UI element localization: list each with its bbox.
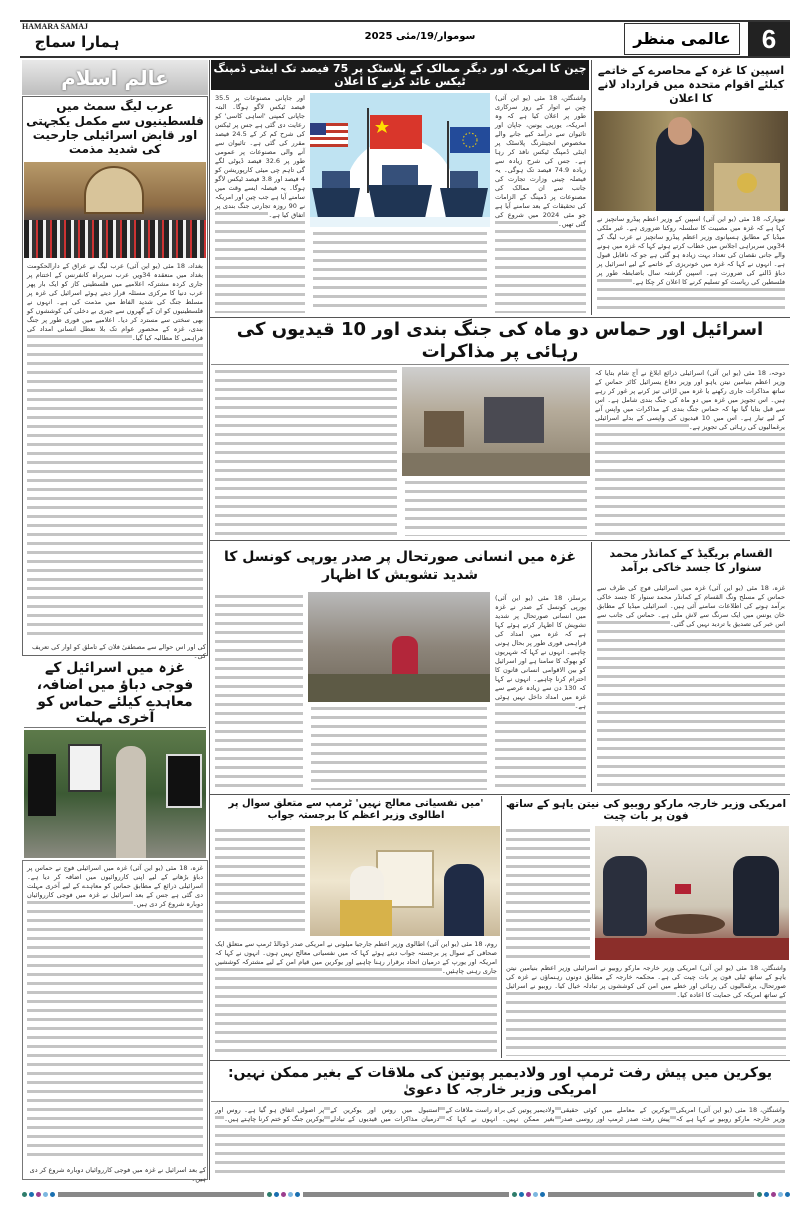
footer-dot [526, 1192, 531, 1197]
protest-photo [24, 730, 206, 858]
gaza-displacement-photo [402, 367, 590, 476]
section-divider [210, 794, 790, 795]
logo-english: HAMARA SAMAJ [22, 22, 88, 31]
footer-dot [43, 1192, 48, 1197]
china-tariff-body-right: واشنگٹن، 18 مئی (یو این آئی) چین نے اتوار کے روز سرکاری طور پر اعلان کیا ہے کہ وہ امریکہ، یورپی یونین، جاپان اور تائیوان سے درآمد کیے جانے والے مخصوص انجینئرنگ پلاسٹک پر اینٹی ڈمپنگ ٹیکس نافذ کر رہا ہے۔ جس کی شرح زیادہ سے زیادہ 74.9 فیصد تک ہوگی۔ یہ فیصلہ چینی وزارت تجارت کی جانب سے ان ممالک کی مصنوعات پر ڈمپنگ کے الزامات کی تحقیقات کے بعد سامنے آیا ہے جو مئی 2024 میں شروع کی گئی تھیں۔ [492, 92, 589, 315]
speaker-head [668, 117, 692, 145]
china-tariff-body-bottom [310, 229, 490, 315]
masthead [20, 20, 790, 58]
protest-sign [166, 754, 202, 808]
footer-dot [764, 1192, 769, 1197]
footer-dot [22, 1192, 27, 1197]
footer-dot [267, 1192, 272, 1197]
footer-dot [771, 1192, 776, 1197]
seated-figure [603, 856, 647, 936]
footer-dot [540, 1192, 545, 1197]
dot-cluster [267, 1192, 300, 1197]
carpet [595, 938, 789, 960]
trade-ships-graphic [310, 93, 490, 227]
protest-sign [68, 744, 102, 792]
footer-dot [785, 1192, 790, 1197]
meloni-body-right [212, 826, 308, 936]
footer-dot [533, 1192, 538, 1197]
column-divider [591, 542, 592, 792]
footer-bar [303, 1192, 509, 1197]
israel-hamas-body-under-photo [402, 478, 590, 538]
arab-league-headline[interactable]: عرب لیگ سمٹ میں فلسطینیوں سے مکمل یکجہتی اور قابض اسرائیلی جارحیت کی شدید مذمت [26, 99, 204, 157]
ukraine-body: واشنگٹن، 18 مئی (یو این آئی) امریکی وزیر خارجہ مارکو روبیو نے کہا ہے کہ یوکرین کے معاملے میں کوئی حقیقی پیش رفت صدر ٹرمپ اور روسی صدر ولادیمیر پوتین کی براہ راست ملاقات کے بغیر ممکن نہیں۔ انہوں نے کہا کہ استنبول میں روس اور یوکرین کے درمیان مذاکرات میں قیدیوں کے تبادلے پر اصولی اتفاق ہو گیا ہے۔ روس اور یوکرین جنگ کو ختم کرنا چاہتے ہیں۔ [212, 1104, 788, 1180]
trump-figure [444, 864, 484, 936]
footer-dot [288, 1192, 293, 1197]
gaza-pressure-body: غزہ، 18 مئی (یو این آئی) غزہ میں اسرائیلی فوج نے حماس پر دباؤ بڑھانے کے لیے اپنی کارروائیوں میں اضافہ کر دیا ہے۔ اسرائیلی ذرائع کے مطابق حماس کو معاہدے کے لیے آخری مہلت دی گئی ہے جس کے بعد اسرائیل نے غزہ میں فوجی کارروائیاں دوبارہ شروع کر دی ہیں۔ [24, 862, 206, 1162]
podium-emblem [737, 173, 757, 193]
israel-hamas-headline[interactable]: اسرائیل اور حماس دو ماہ کی جنگ بندی اور 10 قیدیوں کی رہائی پر مذاکرات [211, 318, 789, 365]
footer-dot [519, 1192, 524, 1197]
meloni-body-bottom: روم، 18 مئی (یو این آئی) اطالوی وزیر اعظم جارجیا میلونی نے امریکی صدر ڈونالڈ ٹرمپ سے متعلق ایک صحافی کے سوال پر برجستہ جواب دیتے ہوئے کہا کہ میں نفسیاتی معالج نہیں ہوں۔ انہوں نے کہا کہ امریکہ اور یورپ کے درمیان اتحاد برقرار رہنا چاہیے اور یوکرین میں قیام امن کے لیے مشترکہ کوششیں جاری رہنی چاہئیں۔ [212, 938, 500, 1058]
footer-dot [36, 1192, 41, 1197]
column-divider [501, 796, 502, 1058]
section-title: عالمی منظر [624, 23, 740, 55]
spain-un-headline[interactable]: اسپین کا غزہ کے محاصرے کے خاتمے کیلئے اقوام متحدہ میں قرارداد لانے کا اعلان [597, 64, 785, 105]
footer-dot [512, 1192, 517, 1197]
hall-arch [84, 166, 144, 214]
footer-decoration [22, 1190, 790, 1198]
china-tariff-headline[interactable]: چین کا امریکہ اور دیگر ممالک کے پلاسٹک پر 75 فیصد تک اینٹی ڈمپنگ ٹیکس عائد کرنے کا اعلان [211, 60, 589, 90]
page-number: 6 [748, 22, 790, 56]
footer-dot [757, 1192, 762, 1197]
dot-cluster [757, 1192, 790, 1197]
ukraine-headline[interactable]: یوکرین میں پیش رفت ٹرمپ اور ولادیمیر پوتین کی ملاقات کے بغیر ممکن نہیں: امریکی وزیر خارجہ کا دعویٰ [211, 1062, 789, 1102]
donkey-cart [424, 411, 464, 447]
footer-bar [548, 1192, 754, 1197]
israel-hamas-body-left [212, 367, 400, 538]
column-divider [591, 60, 592, 315]
meloni-trump-photo [310, 826, 500, 936]
armchair [340, 900, 392, 936]
footer-dot [29, 1192, 34, 1197]
flag [675, 884, 691, 894]
table [655, 914, 725, 934]
arab-league-summit-photo [24, 162, 206, 258]
footer-dot [50, 1192, 55, 1197]
israel-hamas-body-right: دوحہ، 18 مئی (یو این آئی) اسرائیلی ذرائع ابلاغ نے آج شام بتایا کہ وزیر اعظم بنیامین نیتن یاہو اور وزیر دفاع یسرائیل کاٹز حماس کے ساتھ مذاکرات جاری رکھنے یا غزہ میں لڑائی تیز کرنے پر غور کر رہے ہیں۔ اس تجویز میں غزہ میں دو ماہ کی جنگ بندی شامل ہے۔ اس سے قبل بتایا گیا تھا کہ حماس جنگ بندی کے مذاکرات میں واپس آنے کے لیے تیار ہے۔ اس میں 10 قیدیوں کی واپسی کے بدلے اسرائیلی یرغمالیوں کی رہائی کی تجویز ہے۔ [592, 367, 788, 538]
gaza-child-ruins-photo [308, 592, 490, 702]
protester [116, 746, 146, 858]
banner-title: عالم اسلام [61, 65, 169, 90]
rubble [402, 453, 590, 476]
gaza-pressure-headline[interactable]: غزہ میں اسرائیل کے فوجی دباؤ میں اضافہ، معاہدے کیلئے حماس کو آخری مہلت [24, 660, 206, 728]
seated-figure [733, 856, 779, 936]
footer-bar [58, 1192, 264, 1197]
rubio-body-bottom: واشنگٹن، 18 مئی (یو این آئی) امریکی وزیر خارجہ مارکو روبیو نے اسرائیلی وزیر اعظم بنیامین نیتن یاہو کے ساتھ ٹیلی فون پر بات چیت کی ہے۔ محکمہ خارجہ کے مطابق دونوں رہنماؤں نے غزہ کی صورتحال، یرغمالیوں کی رہائی اور خطے میں امن کی کوششوں پر تبادلہ خیال کیا۔ روبیو نے اسرائیل کے ساتھ امریکہ کی حمایت کا اعادہ کیا۔ [503, 962, 789, 1058]
gaza-pressure-closing: کے بعد اسرائیل نے غزہ میں فوجی کارروائیاں دوبارہ شروع کر دی ہیں۔ [29, 1166, 206, 1183]
logo-urdu: ہمارا سماج [34, 33, 120, 51]
china-tariff-body-left: اور جاپانی مصنوعات پر 35.5 فیصد ٹیکس لاگو ہوگا۔ البتہ جاپانی کمپنی 'اساہی کاسی' کو رعایت دی گئی ہے جس پر ٹیکس کی شرح کم کر کے 24.5 فیصد مقرر کی گئی ہے۔ تائیوان سے آنے والی مصنوعات پر عمومی طور پر 32.6 فیصد ڈیوٹی لگے گی تاہم چی میئی کارپوریشن کو 4 فیصد اور 3.8 فیصد ٹیکس لاگو ہوگا۔ یہ فیصلہ ایسے وقت میں سامنے آیا ہے جب چین اور امریکہ نے 90 روزہ تجارتی جنگ بندی پر اتفاق کیا ہے۔ [212, 92, 308, 315]
gaza-eu-headline[interactable]: غزہ میں انسانی صورتحال پر صدر یورپی کونسل کا شدید تشویش کا اظہار [223, 549, 577, 583]
qassam-headline[interactable]: القسام بریگیڈ کے کمانڈر محمد سنوار کا جسد خاکی برآمد [609, 547, 773, 574]
ships-flags-illustration [310, 93, 490, 227]
alam-e-islam-banner [22, 60, 208, 95]
netanyahu-phone-photo [595, 826, 789, 960]
rubio-headline[interactable]: امریکی وزیر خارجہ مارکو روبیو کی نیتن یاہو کے ساتھ فون پر بات چیت [505, 798, 787, 822]
footer-dot [281, 1192, 286, 1197]
section-divider [210, 1060, 790, 1061]
gaza-eu-body-under-photo [308, 704, 490, 792]
pedro-sanchez-photo [594, 111, 788, 211]
spain-un-body: نیویارک، 18 مئی (یو این آئی) اسپین کے وزیر اعظم پیڈرو سانچیز نے کہا ہے کہ غزہ میں مصیبت کا سلسلہ روکنا ضروری ہے۔ غیر ملکی میڈیا کے مطابق ہسپانوی وزیر اعظم پیڈرو سانچیز نے عرب لیگ کے 34ویں سربراہی اجلاس میں خطاب کرتے ہوئے کہا کہ غزہ میں ہونے والے جانی نقصان کی تعداد بہت زیادہ ہو گئی ہے جو کہ ناقابل قبول ہے۔ انہوں نے کہا کہ غزہ میں خونریزی کے خاتمے کے لیے اسرائیل پر دباؤ ڈالنے کی ضرورت ہے۔ اسپین گزشتہ سال باضابطہ طور پر فلسطین کی ریاست کو تسلیم کرنے کا اعلان کر چکا ہے۔ [594, 213, 788, 316]
dot-cluster [512, 1192, 545, 1197]
footer-dot [274, 1192, 279, 1197]
dot-cluster [22, 1192, 55, 1197]
protest-sign [28, 754, 56, 816]
gaza-eu-body-left [212, 592, 306, 792]
section-divider [210, 540, 790, 541]
rubio-body [503, 826, 593, 960]
gaza-eu-body-right: برسلز، 18 مئی (یو این آئی) یورپی کونسل کے صدر نے غزہ میں انسانی صورتحال پر شدید تشویش کا اظہار کرتے ہوئے کہا ہے کہ غزہ میں امداد کی فراہمی فوری طور پر بحال ہونی چاہیے۔ انہوں نے کہا کہ شہریوں کو بھوک کا سامنا ہے اور اسرائیل کو بین الاقوامی انسانی قانون کا احترام کرنا چاہیے۔ انہوں نے کہا کہ 130 دن سے زیادہ عرصے سے غزہ میں امداد داخل نہیں ہوئی ہے۔ [492, 592, 589, 792]
arab-league-body: بغداد، 18 مئی (یو این آئی) عرب لیگ نے عراق کے دارالحکومت بغداد میں منعقدہ 34ویں عرب سربراہ کانفرنس کے اختتام پر جاری کردہ مشترکہ اعلامیے میں فلسطینی کاز کو ایک بار پھر عرب دنیا کا مرکزی مسئلہ قرار دیتے ہوئے اسرائیل کی غزہ پر مسلط جنگ کی شدید الفاظ میں مذمت کی ہے۔ انہوں نے فلسطینیوں کو ان کے گھروں سے جبری بے دخلی کی کوششوں کو بھی سختی سے مسترد کر دیا۔ اعلامیے میں فوری طور پر جنگ بندی، غزہ کے محصور عوام تک بلا تعطل انسانی امداد کی فراہمی کا مطالبہ کیا گیا۔ [24, 260, 206, 640]
arab-league-closing: کی اور اس حوالے سے مصطفیٰ فلان کے تاملق کو اوار کی تعریف کی۔ [32, 643, 206, 660]
loaded-cart [484, 397, 544, 443]
newspaper-logo[interactable] [22, 22, 132, 56]
footer-dot [778, 1192, 783, 1197]
qassam-body: غزہ، 18 مئی (یو این آئی) غزہ میں اسرائیلی فوج کی طرف سے حماس کے مسلح ونگ القسام کے کمانڈر محمد سنوار کا جسد خاکی برآمد ہونے کی اطلاعات سامنے آئی ہیں۔ اسرائیلی میڈیا کے مطابق خان یونس میں ایک سرنگ سے لاش ملی ہے۔ حماس کی جانب سے اس خبر کی تصدیق یا تردید نہیں کی گئی۔ [594, 582, 788, 792]
meloni-headline[interactable]: 'میں نفسیاتی معالج نہیں' ٹرمپ سے متعلق سوال پر اطالوی وزیر اعظم کا برجستہ جواب [228, 798, 484, 821]
footer-dot [295, 1192, 300, 1197]
rubble [308, 674, 490, 702]
column-divider [209, 60, 210, 1180]
delegates-row [24, 220, 206, 258]
issue-date: سوموار/19/مئی 2025 [364, 31, 476, 42]
